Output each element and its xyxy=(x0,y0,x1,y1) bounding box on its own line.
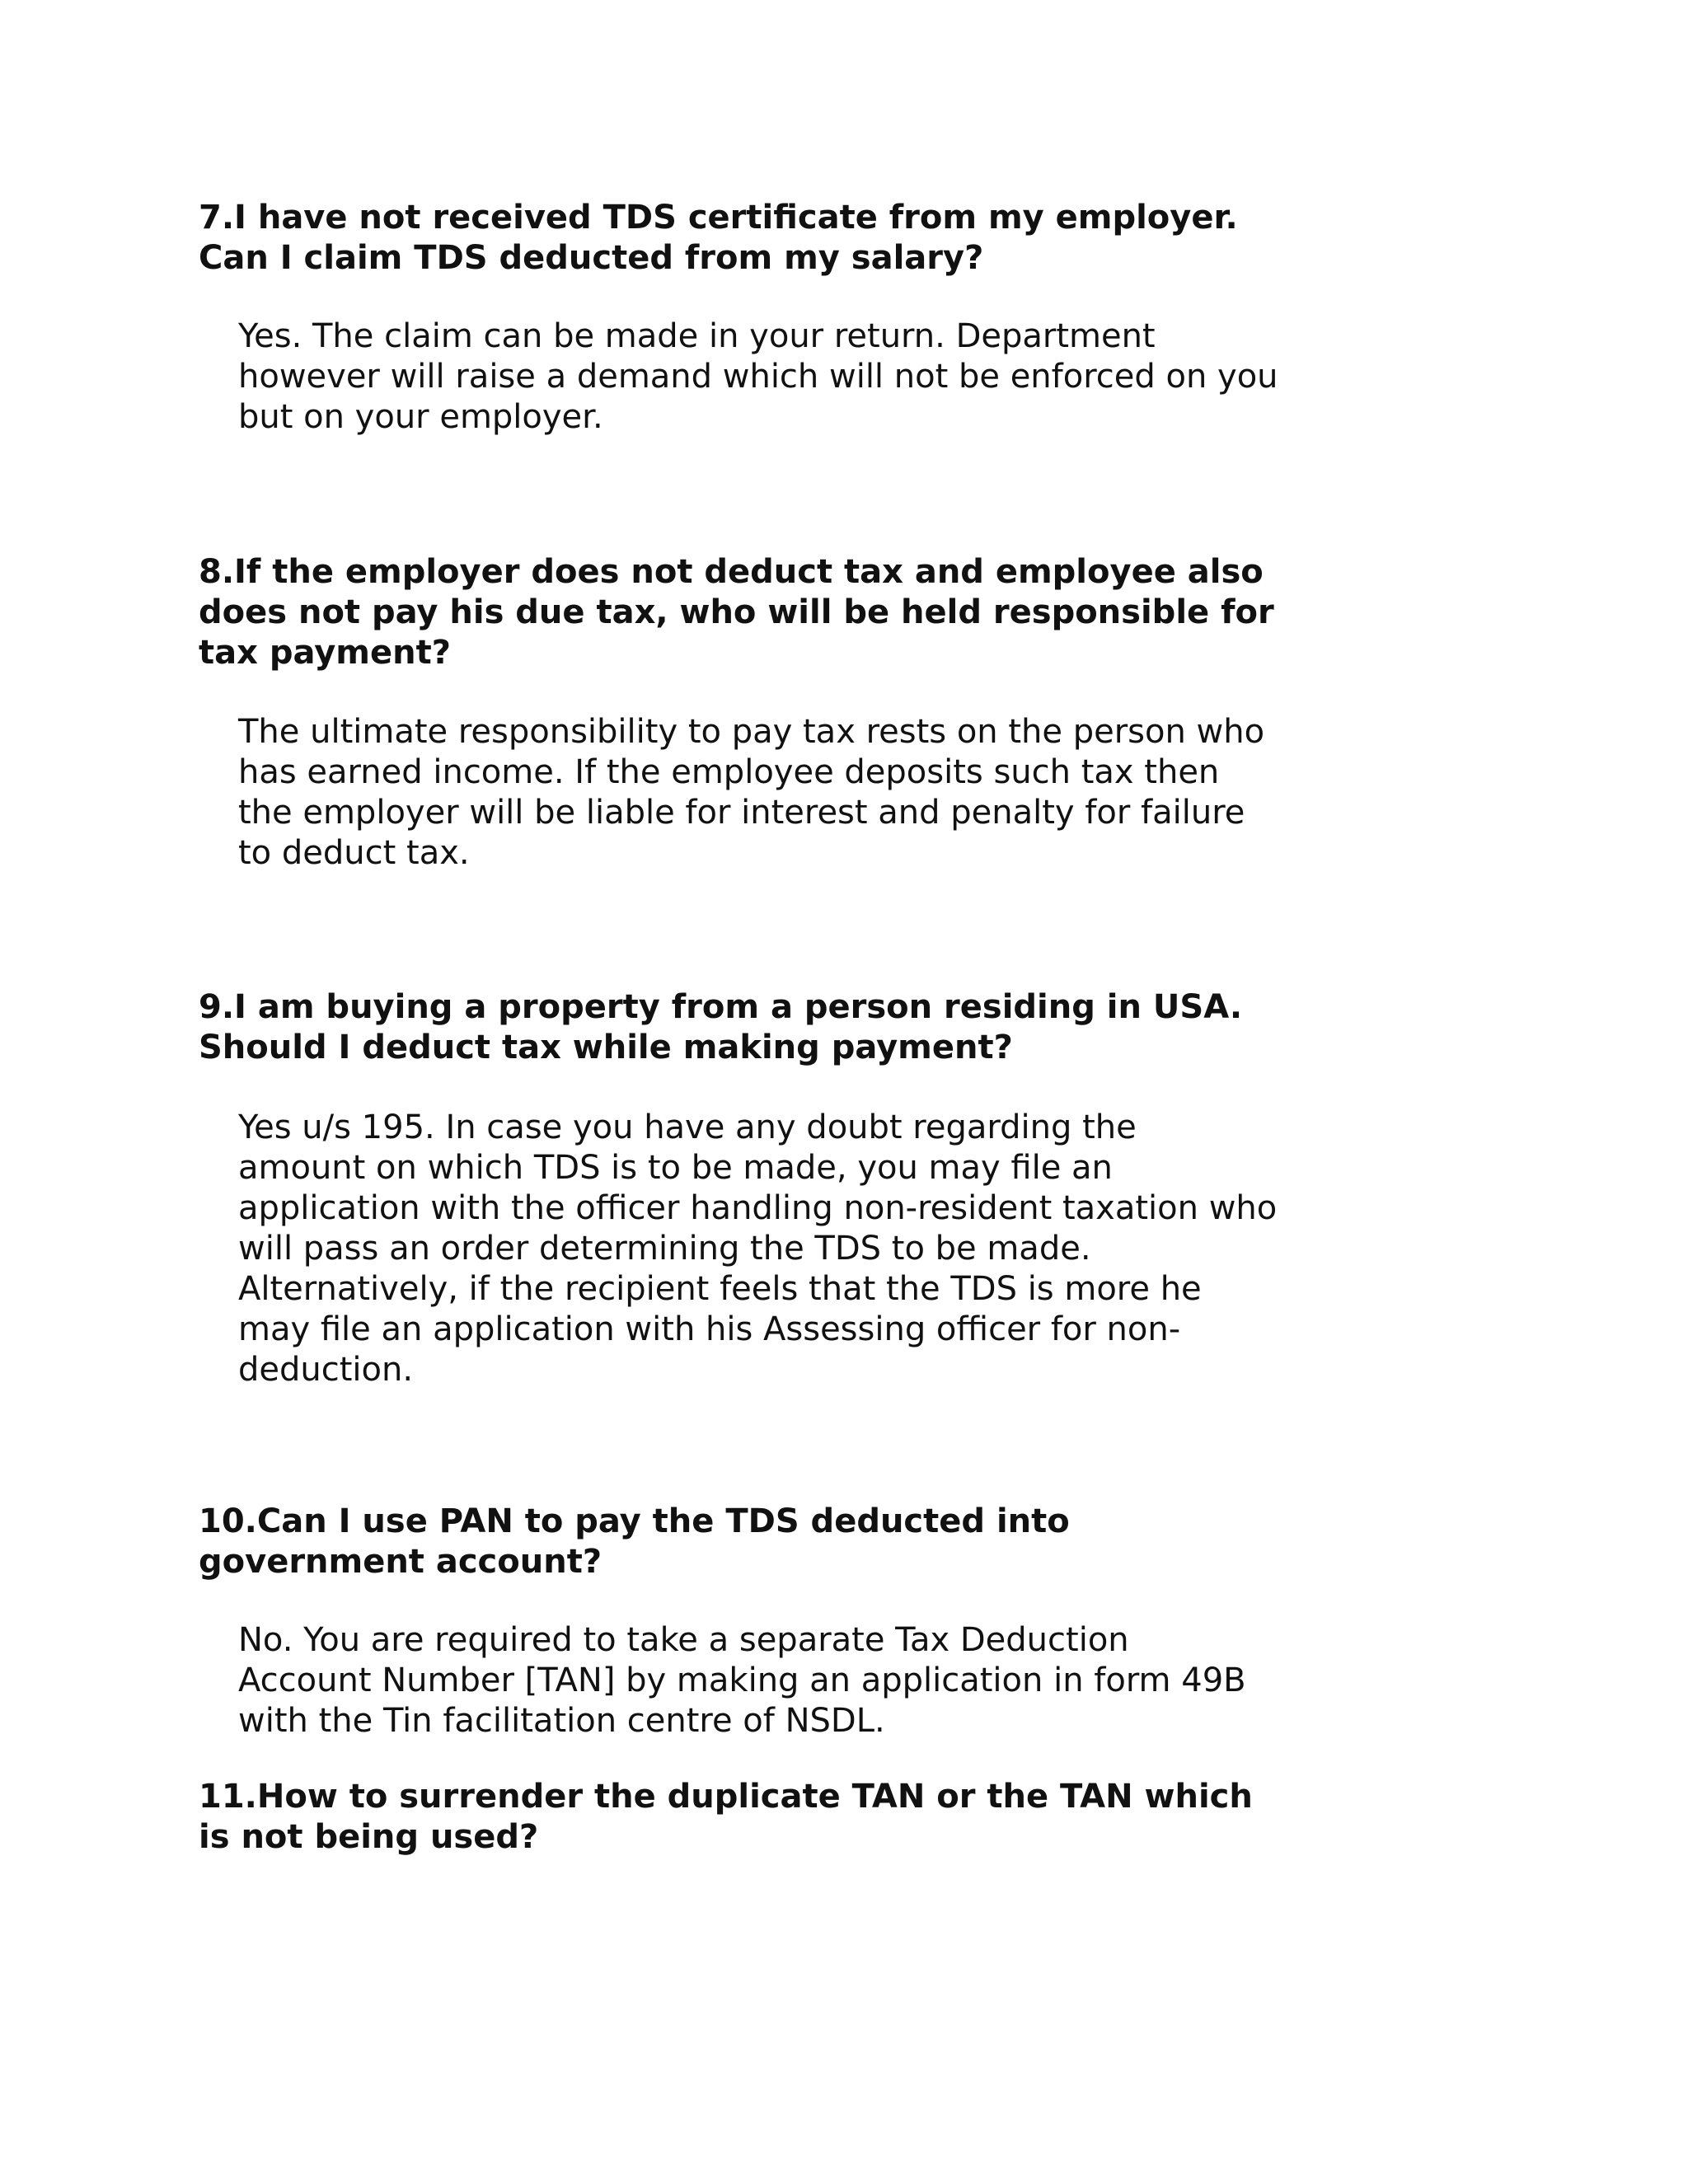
faq-answer-8: The ultimate responsibility to pay tax rests on the person who has earned income. If the employee deposits such tax then the employer will be liable for interest and penalty for failure to deduct tax. xyxy=(238,713,1265,872)
faq-question-10: 10.Can I use PAN to pay the TDS deducted into government account? xyxy=(199,1502,1070,1581)
faq-question-9: 9.I am buying a property from a person residing in USA. Should I deduct tax while making payment? xyxy=(199,988,1243,1066)
faq-question-7: 7.I have not received TDS certificate from my employer. Can I claim TDS deducted from my salary? xyxy=(199,199,1238,277)
faq-answer-10: No. You are required to take a separate Tax Deduction Account Number [TAN] by making an application in form 49B with the Tin facilitation centre of NSDL. xyxy=(238,1621,1246,1740)
faq-question-11: 11.How to surrender the duplicate TAN or the TAN which is not being used? xyxy=(199,1778,1253,1856)
faq-answer-7: Yes. The claim can be made in your return. Department however will raise a demand which will not be enforced on you but on your employer. xyxy=(238,317,1278,436)
faq-question-8: 8.If the employer does not deduct tax and employee also does not pay his due tax, who will be held responsible for tax payment? xyxy=(199,553,1274,672)
faq-answer-9: Yes u/s 195. In case you have any doubt regarding the amount on which TDS is to be made, you may file an application with the officer handling non-resident taxation who will pass an order determining the TDS to be made. Alternatively, if the recipient feels that the TDS is more he may file an application with his Assessing officer for non- deduction. xyxy=(238,1108,1278,1389)
